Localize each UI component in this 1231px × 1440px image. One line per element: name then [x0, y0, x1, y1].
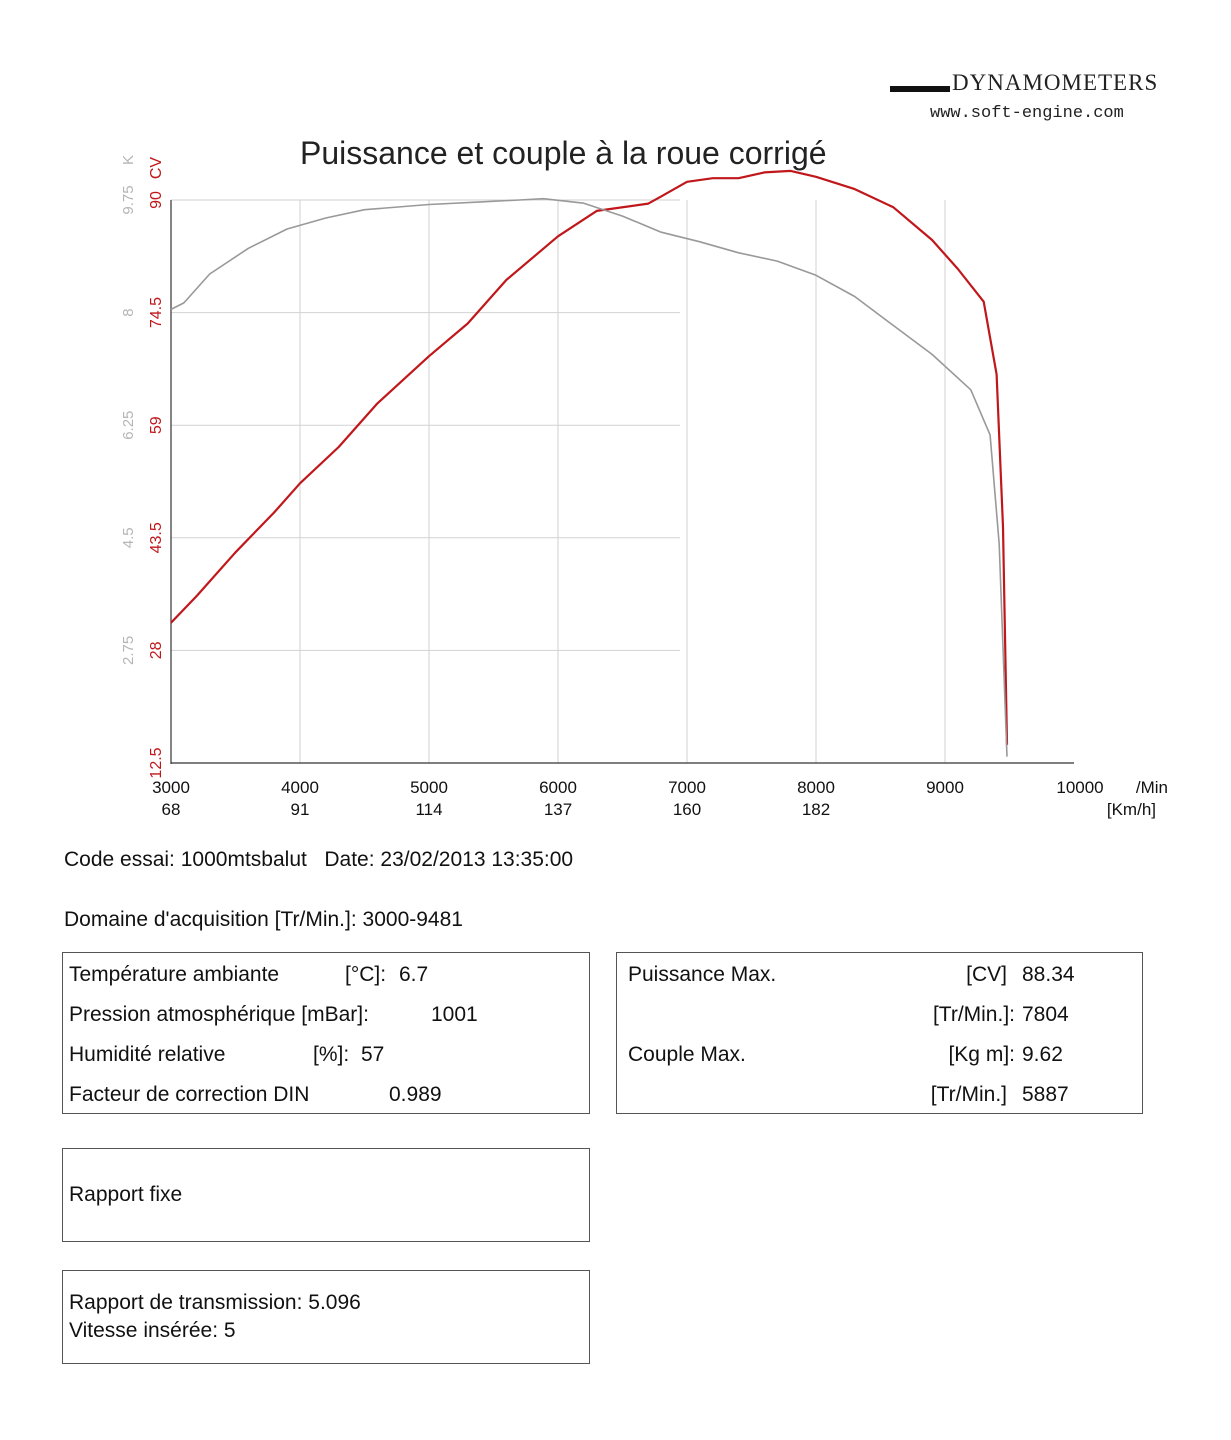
- humidity-unit: [%]:: [313, 1043, 350, 1066]
- din-factor-value: 0.989: [389, 1083, 442, 1106]
- torque-max-unit: [Kg m]:: [948, 1043, 1015, 1066]
- power-curve: [171, 171, 1007, 745]
- torque-max-label: Couple Max.: [628, 1043, 746, 1066]
- fixed-ratio-label: Rapport fixe: [69, 1183, 183, 1206]
- x-tick-label: 8000: [797, 778, 835, 797]
- torque-max-rpm-value: 5887: [1022, 1083, 1069, 1106]
- y-power-tick-label: 28: [148, 641, 165, 660]
- x-speed-tick-label: 182: [801, 800, 831, 819]
- gear-value: 5: [223, 1319, 236, 1342]
- y-power-tick-label: 74.5: [148, 297, 165, 329]
- y-power-unit: CV: [148, 156, 165, 180]
- x-speed-tick-label: 137: [543, 800, 573, 819]
- x-tick-label: 6000: [539, 778, 577, 797]
- x-tick-label: 7000: [668, 778, 706, 797]
- humidity-label: Humidité relative: [69, 1043, 226, 1066]
- humidity-value: 57: [361, 1043, 385, 1066]
- temperature-unit: [°C]:: [345, 963, 387, 986]
- x-tick-label: 10000: [1056, 778, 1104, 797]
- x-axis-unit-speed: [Km/h]: [1106, 800, 1156, 819]
- y-power-tick-label: 12.5: [148, 747, 165, 779]
- y-torque-tick-label: 9.75: [120, 185, 137, 215]
- x-speed-tick-label: 68: [161, 800, 181, 819]
- fixed-ratio-box: [62, 1148, 590, 1242]
- transmission-ratio-label: Rapport de transmission:: [69, 1291, 303, 1314]
- pressure-label: Pression atmosphérique [mBar]:: [69, 1003, 369, 1026]
- pressure-value: 1001: [431, 1003, 478, 1026]
- y-torque-tick-label: 4.5: [120, 527, 137, 549]
- transmission-ratio-value: 5.096: [308, 1291, 361, 1314]
- gear-line: [69, 1319, 236, 1343]
- y-torque-tick-label: 8: [120, 308, 137, 317]
- x-speed-tick-label: 91: [290, 800, 310, 819]
- acquisition-domain-value: 3000-9481: [362, 908, 463, 931]
- din-factor-label: Facteur de correction DIN: [69, 1083, 310, 1106]
- date-label: Date:: [324, 848, 375, 871]
- test-code-line: [64, 848, 573, 872]
- torque-curve: [171, 199, 1007, 757]
- brand-name: DYNAMOMETERS: [952, 70, 1159, 95]
- temperature-value: 6.7: [399, 963, 429, 986]
- temperature-label: Température ambiante: [69, 963, 280, 986]
- gear-label: Vitesse insérée:: [69, 1319, 219, 1342]
- test-code-label: Code essai:: [64, 848, 175, 871]
- y-power-tick-label: 43.5: [148, 522, 165, 554]
- power-max-unit: [CV]: [966, 963, 1007, 986]
- brand-website: www.soft-engine.com: [930, 104, 1124, 123]
- x-axis-unit-rpm: /Min: [1135, 778, 1168, 797]
- x-speed-tick-label: 114: [415, 800, 443, 819]
- chart-title: Puissance et couple à la roue corrigé: [300, 135, 827, 171]
- y-power-tick-label: 59: [148, 416, 165, 435]
- transmission-box: [62, 1270, 590, 1364]
- y-power-tick-label: 90: [148, 191, 165, 209]
- x-tick-label: 5000: [410, 778, 448, 797]
- x-tick-label: 3000: [152, 778, 190, 797]
- power-max-value: 88.34: [1022, 963, 1075, 986]
- x-speed-tick-label: 160: [672, 800, 702, 819]
- transmission-line: [69, 1291, 361, 1315]
- dyno-chart: [0, 130, 1231, 820]
- y-torque-tick-label: 2.75: [120, 635, 137, 666]
- date-value: 23/02/2013 13:35:00: [380, 848, 574, 871]
- x-tick-label: 4000: [281, 778, 319, 797]
- y-torque-unit: K: [120, 154, 137, 166]
- torque-max-rpm-unit: [Tr/Min.]: [930, 1083, 1007, 1106]
- x-tick-label: 9000: [926, 778, 964, 797]
- power-max-label: Puissance Max.: [628, 963, 777, 986]
- max-values-box: [616, 952, 1143, 1114]
- power-max-rpm-unit: [Tr/Min.]:: [932, 1003, 1015, 1026]
- test-code-value: 1000mtsbalut: [180, 848, 307, 871]
- acquisition-domain-label: Domaine d'acquisition [Tr/Min.]:: [64, 908, 357, 931]
- acquisition-domain-line: [64, 908, 463, 932]
- brand-logo-line: [890, 86, 950, 92]
- y-torque-tick-label: 6.25: [120, 410, 137, 440]
- conditions-box: [62, 952, 590, 1114]
- power-max-rpm-value: 7804: [1022, 1003, 1069, 1026]
- torque-max-value: 9.62: [1022, 1043, 1063, 1066]
